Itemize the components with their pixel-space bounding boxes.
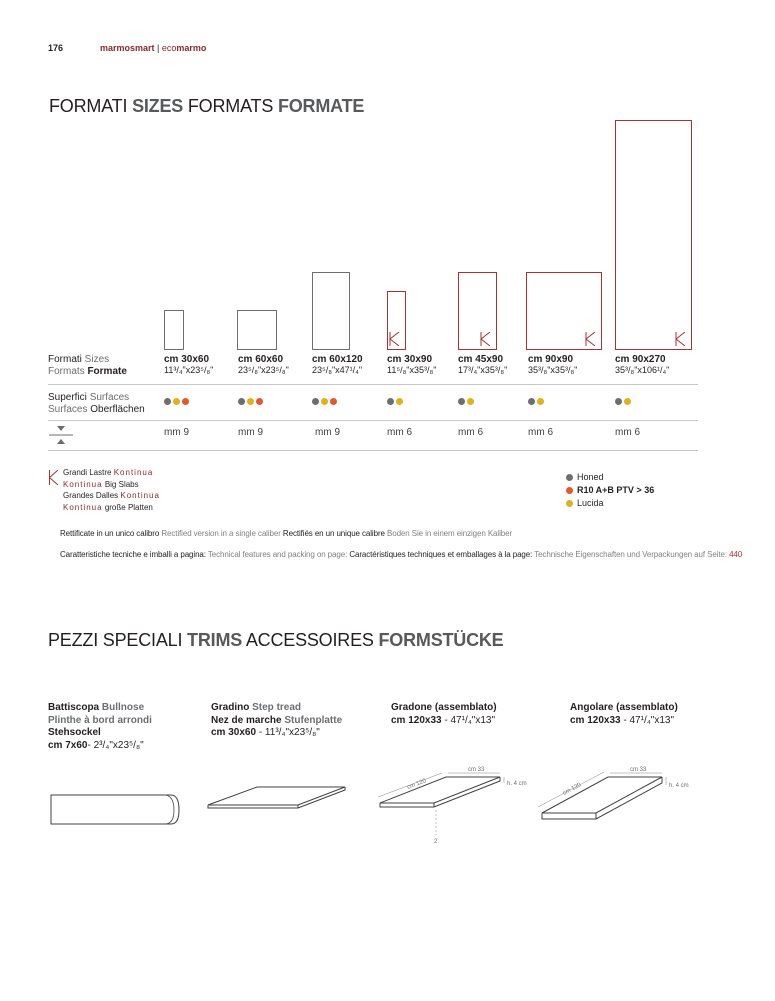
heading-part: FORMSTÜCKE: [378, 630, 504, 650]
label-part: Surfaces: [48, 404, 91, 415]
trim-text: Step tread: [252, 702, 302, 713]
lucida-dot: [247, 398, 254, 405]
divider: [48, 450, 698, 451]
trim-text: Gradone (assemblato): [391, 702, 497, 713]
technical-note: [60, 550, 742, 559]
heading-part: ACCESSOIRES: [242, 630, 379, 650]
heading-part: FORMATI: [49, 96, 133, 116]
lucida-dot: [624, 398, 631, 405]
honed-dot: [238, 398, 245, 405]
label-part: Formati: [48, 354, 85, 365]
trim-text: Plinthe à bord arrondi: [48, 714, 152, 726]
trims-heading: [48, 630, 504, 651]
trim-size-inch: - 47¹/₄"x13": [620, 714, 675, 726]
honed-dot: [458, 398, 465, 405]
format-col-1: [238, 354, 289, 438]
kontinua-word: Kontinua: [113, 468, 154, 477]
lucida-dot: [321, 398, 328, 405]
label-part: Superfici: [48, 392, 90, 403]
trim-text: Battiscopa: [48, 702, 102, 713]
surface-dots: [615, 392, 669, 410]
r10-dot: [330, 398, 337, 405]
legend-lucida: Lucida: [577, 498, 604, 508]
dim-height: h. 4 cm: [669, 783, 689, 789]
format-size: cm 90x270: [615, 354, 666, 365]
format-size: cm 30x90: [387, 354, 433, 365]
label-part: Formats: [48, 366, 88, 377]
kontinua-k-icon: [479, 332, 491, 346]
honed-dot: [528, 398, 535, 405]
label-part: Sizes: [84, 354, 110, 365]
trim-angolare: [570, 702, 678, 727]
honed-dot: [387, 398, 394, 405]
kontinua-k-icon: [674, 332, 686, 346]
kontinua-word: Kontinua: [63, 502, 103, 512]
dim-length: cm 120: [562, 782, 583, 797]
dim-width: cm 33: [630, 767, 647, 773]
r10-dot: [256, 398, 263, 405]
thickness: mm 9: [315, 427, 340, 438]
format-col-6: [615, 354, 669, 438]
thickness: mm 9: [164, 427, 189, 438]
surface-dots: [458, 392, 507, 410]
heading-part: FORMATE: [277, 96, 365, 116]
tile-45x90: [458, 272, 497, 350]
brand-line: [100, 43, 206, 53]
format-col-5: [528, 354, 577, 438]
trim-gradone: [391, 702, 497, 727]
honed-dot: [615, 398, 622, 405]
label-part: Oberflächen: [90, 404, 145, 415]
trim-size: cm 7x60: [48, 739, 88, 751]
note-part: Caractéristiques techniques et emballages à la page:: [349, 550, 535, 559]
kontinua-k-icon: [48, 470, 59, 485]
legend-r10: R10 A+B PTV > 36: [577, 485, 655, 495]
tile-30x90: [387, 291, 406, 350]
r10-dot: [182, 398, 189, 405]
tile-60x120: [312, 272, 350, 350]
format-col-3: [387, 354, 436, 438]
note-part: Rectifiés en un unique calibre: [282, 529, 387, 538]
kontinua-k-icon: [388, 332, 400, 346]
honed-dot: [164, 398, 171, 405]
format-size-inch: 23⁵/₈"x47¹/₄": [312, 365, 363, 375]
surface-legend: [566, 471, 654, 510]
dim-height: h. 4 cm: [507, 781, 527, 787]
tile-90x90: [526, 272, 602, 350]
trim-size-inch: - 47¹/₄"x13": [441, 714, 496, 726]
tile-90x270: [615, 120, 692, 350]
format-size-inch: 35³/₈"x35³/₈": [528, 365, 578, 375]
surface-dots: [164, 392, 213, 410]
kontinua-word: Kontinua: [63, 479, 103, 489]
surface-dots: [387, 392, 436, 410]
format-col-4: [458, 354, 507, 438]
format-size: cm 60x120: [312, 354, 363, 365]
thickness-icon: [48, 424, 74, 446]
format-col-2: [312, 354, 363, 438]
dim-vertical: 2: [434, 839, 438, 845]
r10-dot: [566, 487, 573, 494]
label-part: Formate: [87, 366, 127, 377]
format-size: cm 60x60: [238, 354, 284, 365]
surface-dots: [238, 392, 289, 410]
format-size: cm 45x90: [458, 354, 504, 365]
format-size-inch: 11⁵/₈"x35³/₈": [387, 365, 437, 375]
page-number: 176: [48, 43, 64, 53]
surface-dots: [528, 392, 577, 410]
format-size-inch: 11³/₄"x23⁵/₈": [164, 365, 214, 375]
note-part: Technische Eigenschaften und Verpackungen auf Seite:: [534, 550, 730, 559]
heading-part: SIZES: [132, 96, 184, 116]
trim-size: cm 120x33: [570, 714, 621, 726]
format-size: cm 30x60: [164, 354, 210, 365]
thickness: mm 6: [387, 427, 412, 438]
legend-text: große Platten: [102, 502, 153, 512]
format-col-0: [164, 354, 213, 438]
step-tread-drawing: [205, 783, 350, 823]
lucida-dot: [537, 398, 544, 405]
format-size-inch: 17³/₄"x35³/₈": [458, 365, 508, 375]
formats-heading: [49, 96, 364, 117]
surfaces-row-label: [48, 392, 145, 416]
page-reference-link[interactable]: 440: [729, 550, 743, 559]
bullnose-drawing: [46, 790, 186, 830]
thickness: mm 6: [528, 427, 553, 438]
thickness: mm 9: [238, 427, 263, 438]
trim-text: Gradino: [211, 702, 253, 713]
legend-text: Big Slabs: [102, 479, 139, 489]
dim-length: cm 120: [406, 778, 428, 791]
trim-text: Stehsockel: [48, 727, 101, 738]
format-size-inch: 23⁵/₈"x23⁵/₈": [238, 365, 289, 375]
trim-step-tread: [211, 702, 342, 740]
brand-separator: |: [154, 43, 162, 53]
lucida-dot: [467, 398, 474, 405]
heading-part: FORMATS: [183, 96, 278, 116]
tile-30x60: [164, 310, 184, 350]
trim-text: Stufenplatte: [284, 714, 343, 726]
note-part: Technical features and packing on page:: [207, 550, 350, 559]
trim-text: Nez de marche: [211, 714, 285, 726]
brand-marmosmart: marmosmart: [100, 43, 155, 53]
kontinua-k-icon: [584, 332, 596, 346]
brand-marmo: marmo: [176, 43, 207, 53]
lucida-dot: [173, 398, 180, 405]
lucida-dot: [396, 398, 403, 405]
honed-dot: [566, 474, 573, 481]
kontinua-word: Kontinua: [120, 491, 160, 500]
brand-eco: eco: [161, 43, 177, 53]
trim-size-inch: - 11³/₄"x23⁵/₈": [256, 727, 320, 738]
divider: [48, 384, 698, 385]
lucida-dot: [566, 500, 573, 507]
trim-text: Bullnose: [101, 702, 145, 713]
format-size: cm 90x90: [528, 354, 574, 365]
note-part: Rectified version in a single caliber: [161, 529, 283, 538]
heading-part: PEZZI SPECIALI: [48, 630, 188, 650]
heading-part: TRIMS: [187, 630, 243, 650]
trim-text: Angolare (assemblato): [570, 702, 678, 713]
gradone-drawing: [368, 755, 543, 850]
legend-text: Grandi Lastre: [63, 468, 114, 477]
note-part: Boden Sie in einem einzigen Kaliber: [387, 529, 513, 538]
legend-text: Grandes Dalles: [63, 491, 121, 500]
thickness: mm 6: [615, 427, 640, 438]
surface-dots: [312, 392, 363, 410]
note-part: Rettificate in un unico calibro: [60, 529, 162, 538]
trim-size-inch: - 2³/₄"x23⁵/₈": [87, 739, 144, 751]
divider: [48, 420, 698, 421]
trim-size: cm 120x33: [391, 714, 442, 726]
label-part: Surfaces: [89, 392, 130, 403]
honed-dot: [312, 398, 319, 405]
trim-bullnose: [48, 702, 152, 752]
kontinua-legend: [63, 467, 160, 513]
angolare-drawing: [530, 755, 705, 830]
tile-60x60: [237, 310, 277, 350]
note-part: Caratteristiche tecniche e imballi a pagina:: [60, 550, 208, 559]
dim-width: cm 33: [468, 767, 485, 773]
legend-honed: Honed: [577, 472, 604, 482]
rectified-note: [60, 529, 512, 538]
format-size-inch: 35³/₈"x106¹/₄": [615, 365, 670, 375]
sizes-row-label: [48, 354, 127, 378]
thickness: mm 6: [458, 427, 483, 438]
trim-size: cm 30x60: [211, 727, 257, 738]
